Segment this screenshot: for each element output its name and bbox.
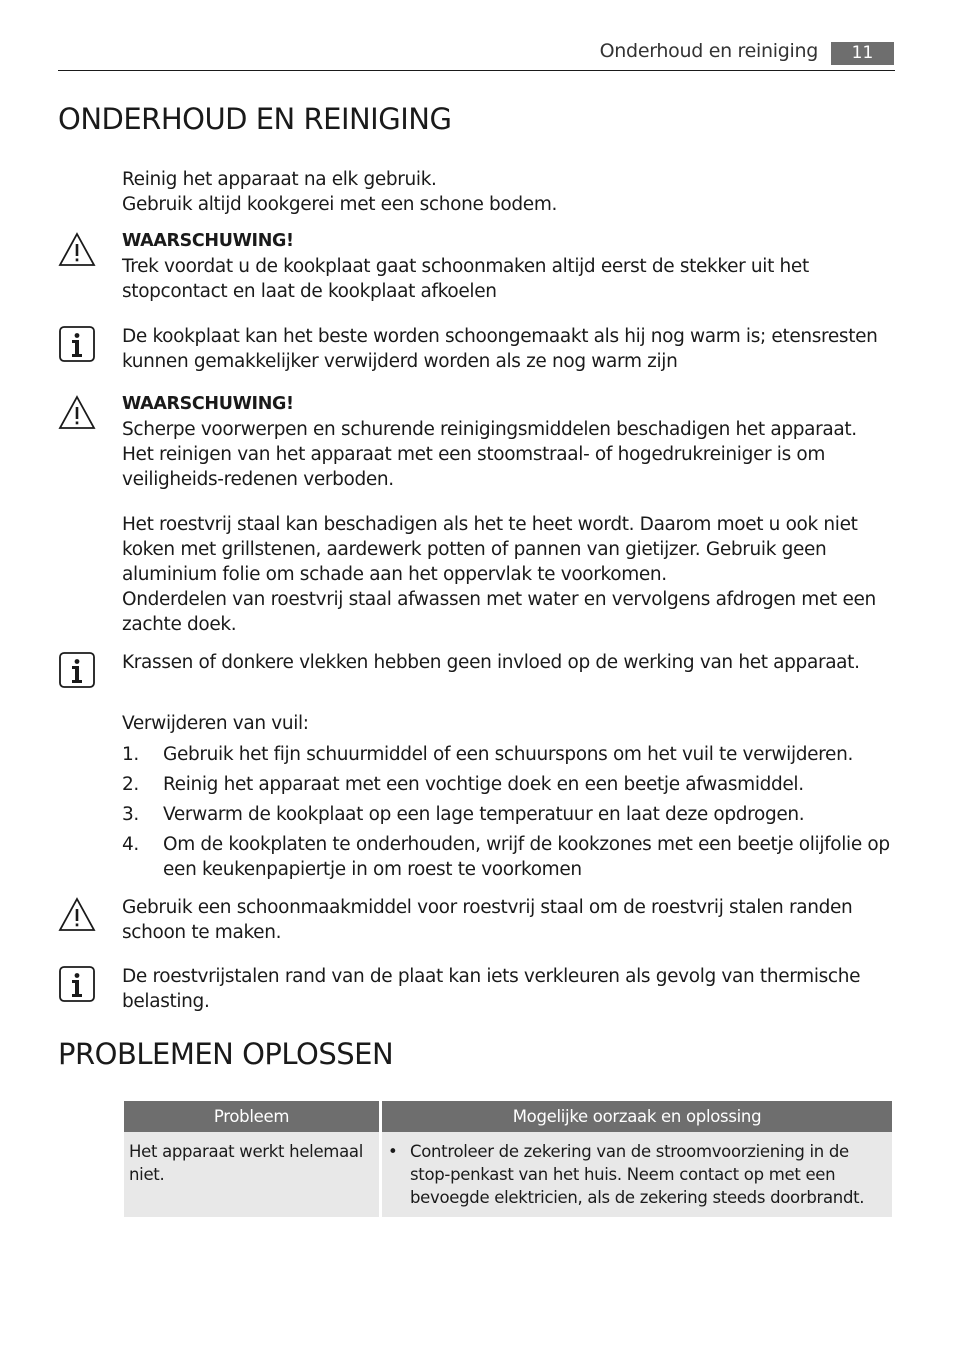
info-block-2 — [122, 650, 898, 675]
paragraph: Het roestvrij staal kan beschadigen als het te heet wordt. Daarom moet u ook niet koken met grillstenen, aardewerk potten of pannen van gietijzer. Gebruik geen aluminium folie om schade aan het oppervlak te voorkomen. — [122, 514, 858, 585]
table-header-row — [124, 1101, 892, 1132]
intro-line: Gebruik altijd kookgerei met een schone bodem. — [122, 194, 558, 215]
troubleshooting-table — [121, 1101, 895, 1217]
warning-block-1 — [122, 229, 898, 304]
list-text: Om de kookplaten te onderhouden, wrijf de kookzones met een beetje olijfolie op een keukenpapiertje in om roest te voorkomen — [163, 834, 890, 880]
info-block-1 — [122, 324, 898, 374]
info-text: Krassen of donkere vlekken hebben geen invloed op de werking van het apparaat. — [122, 652, 860, 673]
section-title-troubleshooting: PROBLEMEN OPLOSSEN — [58, 1037, 394, 1071]
list-text: Gebruik het fijn schuurmiddel of een schuurspons om het vuil te verwijderen. — [163, 744, 853, 765]
info-text: De roestvrijstalen rand van de plaat kan iets verkleuren als gevolg van thermische belasting. — [122, 966, 861, 1012]
list-number: 3. — [122, 804, 139, 825]
info-icon — [57, 964, 97, 1004]
intro-line: Reinig het apparaat na elk gebruik. — [122, 169, 437, 190]
warning-block-3 — [122, 895, 898, 945]
warning-block-2 — [122, 392, 898, 492]
paragraph: Onderdelen van roestvrij staal afwassen met water en vervolgens afdrogen met een zachte doek. — [122, 589, 876, 635]
info-block-3 — [122, 964, 898, 1014]
info-icon — [57, 650, 97, 690]
warning-text: Trek voordat u de kookplaat gaat schoonmaken altijd eerst de stekker uit het stopcontact en laat de kookplaat afkoelen — [122, 256, 809, 302]
warning-text: Het reinigen van het apparaat met een stoomstraal- of hogedrukreiniger is om veiligheids-redenen verboden. — [122, 444, 826, 490]
running-header-title: Onderhoud en reiniging — [599, 40, 818, 62]
column-header-solution: Mogelijke oorzaak en oplossing — [382, 1101, 892, 1132]
list-number: 4. — [122, 834, 139, 855]
bullet-icon: • — [388, 1142, 398, 1161]
list-text: Reinig het apparaat met een vochtige doek en een beetje afwasmiddel. — [163, 774, 804, 795]
page-number: 11 — [831, 42, 894, 65]
warning-triangle-icon — [57, 895, 97, 935]
list-text: Verwarm de kookplaat op een lage temperatuur en laat deze opdrogen. — [163, 804, 805, 825]
header-rule — [58, 70, 895, 71]
warning-label: WAARSCHUWING! — [122, 394, 294, 414]
intro-text — [122, 167, 898, 217]
problem-cell: Het apparaat werkt helemaal niet. — [124, 1132, 379, 1217]
list-heading: Verwijderen van vuil: — [122, 713, 309, 734]
dirt-heading — [122, 711, 898, 736]
warning-text: Gebruik een schoonmaakmiddel voor roestvrij staal om de roestvrij stalen randen schoon te maken. — [122, 897, 853, 943]
info-icon — [57, 324, 97, 364]
list-number: 2. — [122, 774, 139, 795]
warning-label: WAARSCHUWING! — [122, 231, 294, 251]
stainless-steel-text — [122, 512, 898, 637]
solution-cell — [382, 1132, 892, 1217]
section-title-maintenance: ONDERHOUD EN REINIGING — [58, 102, 452, 136]
warning-text: Scherpe voorwerpen en schurende reinigingsmiddelen beschadigen het apparaat. — [122, 419, 857, 440]
warning-triangle-icon — [57, 393, 97, 433]
solution-text: Controleer de zekering van de stroomvoorziening in de stop-penkast van het huis. Neem contact op met een bevoegde elektricien, als de zekering steeds doorbrandt. — [410, 1142, 865, 1207]
bullet-item — [387, 1140, 887, 1209]
warning-triangle-icon — [57, 230, 97, 270]
table-row — [124, 1132, 892, 1217]
list-number: 1. — [122, 744, 139, 765]
info-text: De kookplaat kan het beste worden schoongemaakt als hij nog warm is; etensresten kunnen gemakkelijker verwijderd worden als ze nog warm zijn — [122, 326, 878, 372]
column-header-problem: Probleem — [124, 1101, 379, 1132]
